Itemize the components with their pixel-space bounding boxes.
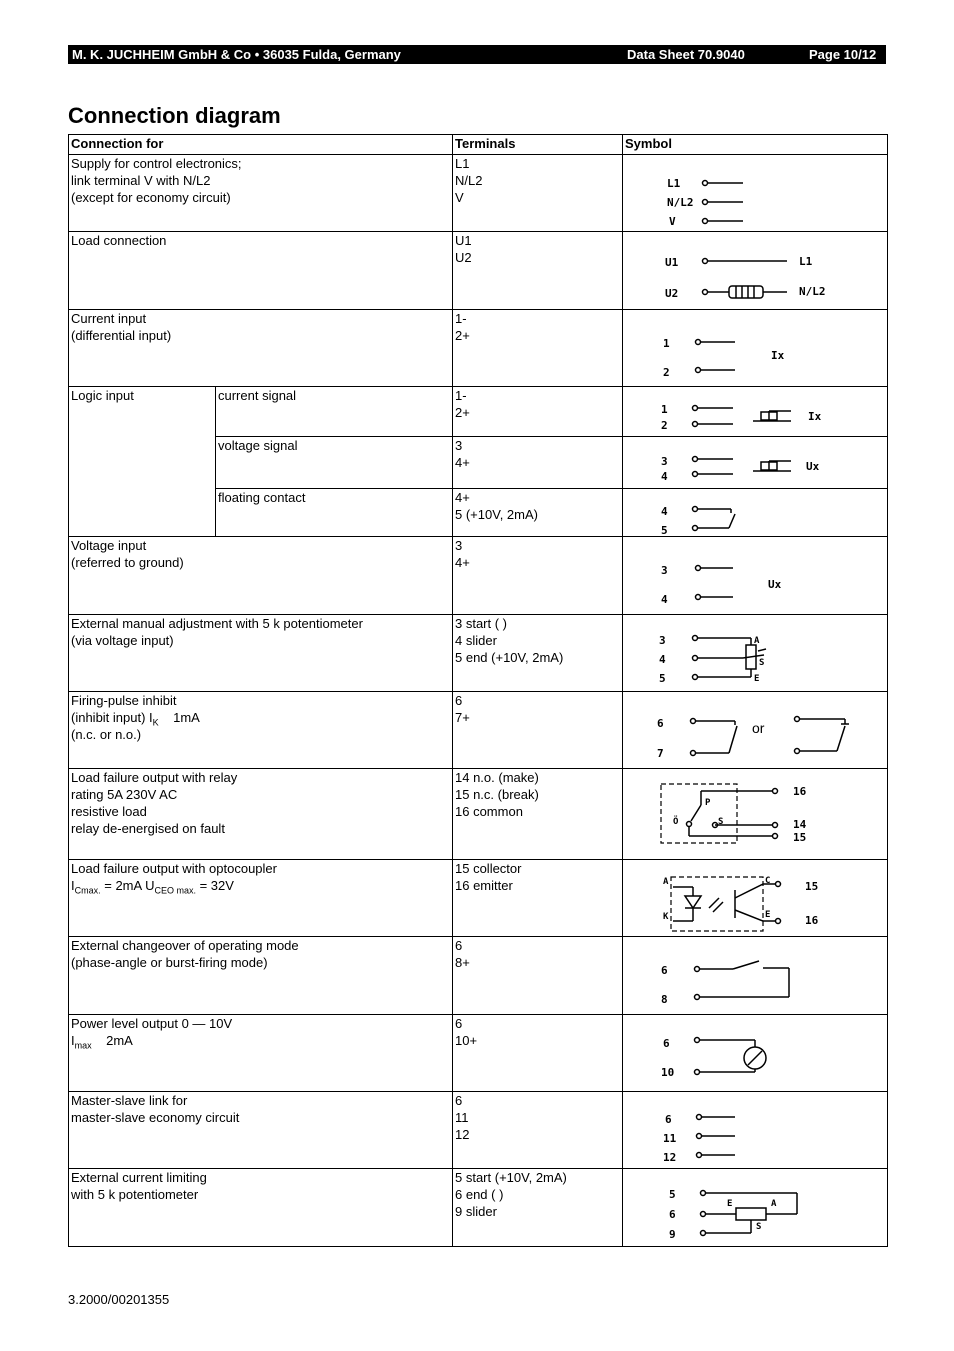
symbol-label: 1 xyxy=(663,337,670,350)
symbol-label: U2 xyxy=(665,287,679,300)
supply-terminal-symbol xyxy=(623,155,886,231)
terminals-cell xyxy=(453,769,623,860)
symbol-label: 6 xyxy=(663,1037,670,1050)
symbol-cell xyxy=(623,769,888,860)
table-header-row xyxy=(69,135,888,155)
symbol-label: S xyxy=(718,817,724,827)
table-row xyxy=(69,615,888,692)
terminals-cell xyxy=(453,155,623,232)
symbol-cell xyxy=(623,437,888,489)
cell-text: (differential input) xyxy=(71,328,172,343)
connection-table xyxy=(68,134,888,1247)
terminal-text: 4+ xyxy=(455,555,470,570)
terminals-cell xyxy=(453,860,623,937)
header-bar xyxy=(68,45,886,64)
connection-cell xyxy=(69,537,453,615)
symbol-cell xyxy=(623,537,888,615)
connection-label-cell xyxy=(69,437,216,489)
table-row xyxy=(69,769,888,860)
header-page: Page 10/12 xyxy=(809,47,877,62)
symbol-label: 2 xyxy=(661,419,668,432)
symbol-label: 3 xyxy=(661,455,668,468)
cell-text: External changeover of operating mode xyxy=(71,938,299,953)
terminals-cell xyxy=(453,692,623,769)
symbol-cell xyxy=(623,155,888,232)
connection-cell xyxy=(69,692,453,769)
connection-cell xyxy=(69,310,453,387)
cell-text: floating contact xyxy=(218,490,306,505)
cell-text: Load connection xyxy=(71,233,167,248)
terminals-cell xyxy=(453,615,623,692)
terminal-text: 12 xyxy=(455,1127,470,1142)
master-slave-symbol xyxy=(623,1092,886,1168)
cell-text: (via voltage input) xyxy=(71,633,174,648)
terminals-cell xyxy=(453,437,623,489)
table-row xyxy=(69,1015,888,1092)
symbol-cell xyxy=(623,232,888,310)
terminal-text: 6 xyxy=(455,1016,463,1031)
terminal-text: 11 xyxy=(455,1110,469,1125)
cell-text: voltage signal xyxy=(218,438,298,453)
connection-sub-cell xyxy=(216,437,453,489)
terminal-text: L1 xyxy=(455,156,470,171)
symbol-label: 2 xyxy=(663,366,670,379)
connection-cell xyxy=(69,232,453,310)
potentiometer-adjust-symbol xyxy=(623,615,886,691)
symbol-label: E xyxy=(754,674,760,684)
table-row xyxy=(69,387,888,437)
symbol-label: N/L2 xyxy=(799,285,826,298)
symbol-cell xyxy=(623,1092,888,1169)
symbol-label: S xyxy=(756,1222,762,1232)
cell-text xyxy=(71,1032,450,1049)
symbol-label: 10 xyxy=(661,1066,675,1079)
table-row xyxy=(69,860,888,937)
terminal-text: 3 xyxy=(455,538,463,553)
terminal-text: U2 xyxy=(455,250,472,265)
symbol-cell xyxy=(623,1169,888,1247)
cell-text: Master-slave link for xyxy=(71,1093,188,1108)
table-row xyxy=(69,537,888,615)
symbol-label: V xyxy=(669,215,676,228)
cell-text: (n.c. or n.o.) xyxy=(71,727,142,742)
symbol-label: 3 xyxy=(659,634,666,647)
terminal-text: 3 xyxy=(455,438,463,453)
symbol-label: P xyxy=(705,798,711,808)
terminal-text: 9 slider xyxy=(455,1204,497,1219)
terminal-text: 1- xyxy=(455,388,467,403)
terminal-text: 1- xyxy=(455,311,467,326)
symbol-label: 4 xyxy=(661,505,668,518)
symbol-label: 9 xyxy=(669,1228,676,1241)
symbol-label: 6 xyxy=(661,964,668,977)
cell-text: Voltage input xyxy=(71,538,147,553)
terminal-text: 4+ xyxy=(455,490,470,505)
terminals-cell xyxy=(453,1015,623,1092)
terminal-text: U1 xyxy=(455,233,472,248)
symbol-label: 5 xyxy=(659,672,666,685)
symbol-label: C xyxy=(765,876,771,886)
cell-text: (referred to ground) xyxy=(71,555,184,570)
cell-text: Supply for control electronics; xyxy=(71,156,242,171)
symbol-label: Ix xyxy=(808,410,822,423)
cell-text: External manual adjustment with 5 k potentiometer xyxy=(71,616,363,631)
symbol-label: L1 xyxy=(667,177,681,190)
header-company: M. K. JUCHHEIM GmbH & Co • 36035 Fulda, Germany xyxy=(72,47,401,62)
symbol-label: 4 xyxy=(661,470,668,483)
table-row xyxy=(69,232,888,310)
imax-sub: max xyxy=(74,1040,92,1051)
terminal-text: 2+ xyxy=(455,328,470,343)
cell-text: Power level output 0 — 10V xyxy=(71,1016,233,1031)
terminal-text: 6 xyxy=(455,1093,463,1108)
connection-cell xyxy=(69,769,453,860)
terminal-text: 4 slider xyxy=(455,633,497,648)
voltage-input-symbol xyxy=(623,537,886,614)
symbol-label: 3 xyxy=(661,564,668,577)
table-row xyxy=(69,1092,888,1169)
table-row xyxy=(69,489,888,537)
symbol-label: 16 xyxy=(793,785,807,798)
symbol-cell xyxy=(623,387,888,437)
terminals-cell xyxy=(453,310,623,387)
terminals-cell xyxy=(453,489,623,537)
terminal-text: 16 emitter xyxy=(455,878,513,893)
current-input-symbol xyxy=(623,310,886,386)
symbol-label: 15 xyxy=(793,831,807,844)
current-limit-symbol xyxy=(623,1169,886,1246)
table-row xyxy=(69,310,888,387)
symbol-label: A xyxy=(771,1199,777,1209)
logic-voltage-symbol xyxy=(623,437,886,488)
optocoupler-symbol xyxy=(623,860,886,936)
symbol-label: S xyxy=(759,658,765,668)
inhibit-sub: K xyxy=(152,717,159,728)
cell-text xyxy=(71,877,450,894)
symbol-label: 11 xyxy=(663,1132,677,1145)
cell-text: Firing-pulse inhibit xyxy=(71,693,177,708)
connection-sub-cell xyxy=(216,489,453,537)
table-row xyxy=(69,1169,888,1247)
terminal-text: 6 end ( ) xyxy=(455,1187,504,1202)
symbol-label: 5 xyxy=(661,524,668,536)
or-label: or xyxy=(752,720,765,736)
terminal-text: 6 xyxy=(455,938,463,953)
symbol-label: 4 xyxy=(659,653,666,666)
col-header-connection: Connection for xyxy=(69,135,453,155)
pulse-inhibit-symbol xyxy=(623,692,886,768)
terminal-text: 5 start (+10V, 2mA) xyxy=(455,1170,567,1185)
table-row xyxy=(69,937,888,1015)
terminals-cell xyxy=(453,232,623,310)
cell-text: External current limiting xyxy=(71,1170,207,1185)
cell-text: link terminal V with N/L2 xyxy=(71,173,211,188)
terminals-cell xyxy=(453,537,623,615)
symbol-label: E xyxy=(727,1199,733,1209)
symbol-label: 6 xyxy=(669,1208,676,1221)
table-row xyxy=(69,437,888,489)
connection-cell xyxy=(69,155,453,232)
symbol-cell xyxy=(623,692,888,769)
symbol-label: L1 xyxy=(799,255,813,268)
terminal-text: 5 (+10V, 2mA) xyxy=(455,507,538,522)
symbol-label: 8 xyxy=(661,993,668,1006)
symbol-cell xyxy=(623,1015,888,1092)
floating-contact-symbol xyxy=(623,489,886,536)
terminal-text: 16 common xyxy=(455,804,523,819)
table-row xyxy=(69,155,888,232)
symbol-cell xyxy=(623,937,888,1015)
symbol-cell xyxy=(623,310,888,387)
terminals-cell xyxy=(453,1169,623,1247)
connection-cell xyxy=(69,1015,453,1092)
cell-text: rating 5A 230V AC xyxy=(71,787,178,802)
symbol-label: 1 xyxy=(661,403,668,416)
symbol-cell xyxy=(623,489,888,537)
connection-cell xyxy=(69,937,453,1015)
connection-cell xyxy=(69,1092,453,1169)
connection-cell xyxy=(69,1169,453,1247)
terminal-text: 14 n.o. (make) xyxy=(455,770,539,785)
symbol-label: A xyxy=(663,877,669,887)
symbol-label: 16 xyxy=(805,914,819,927)
imax-value: 2mA xyxy=(91,1033,133,1048)
terminals-cell xyxy=(453,937,623,1015)
symbol-cell xyxy=(623,615,888,692)
cell-text: Load failure output with optocoupler xyxy=(71,861,277,876)
page-title: Connection diagram xyxy=(68,103,281,128)
connection-cell xyxy=(69,860,453,937)
relay-output-symbol xyxy=(623,769,886,859)
symbol-label: K xyxy=(663,912,669,922)
cell-text: relay de-energised on fault xyxy=(71,821,225,836)
cell-text xyxy=(71,709,450,726)
connection-label-cell xyxy=(69,489,216,537)
connection-sub-cell xyxy=(216,387,453,437)
opto-i: I xyxy=(71,878,75,893)
cell-text: Load failure output with relay xyxy=(71,770,238,785)
terminals-cell xyxy=(453,1092,623,1169)
terminal-text: N/L2 xyxy=(455,173,483,188)
opto-i-sub: Cmax. xyxy=(74,885,101,896)
col-header-terminals: Terminals xyxy=(453,135,623,155)
symbol-label: 6 xyxy=(657,717,664,730)
symbol-label: 7 xyxy=(657,747,664,760)
terminal-text: 3 start ( ) xyxy=(455,616,508,631)
inhibit-value: 1mA xyxy=(158,710,200,725)
load-connection-symbol xyxy=(623,232,886,309)
terminal-text: 5 end (+10V, 2mA) xyxy=(455,650,564,665)
terminal-text: 15 n.c. (break) xyxy=(455,787,539,802)
inhibit-label: (inhibit input) I xyxy=(71,710,153,725)
footer-doc-number: 3.2000/00201355 xyxy=(68,1292,170,1307)
symbol-label: Ö xyxy=(673,817,679,827)
mode-changeover-symbol xyxy=(623,937,886,1014)
symbol-label: 14 xyxy=(793,818,807,831)
col-header-symbol: Symbol xyxy=(623,135,888,155)
symbol-label: 5 xyxy=(669,1188,676,1201)
terminals-cell xyxy=(453,387,623,437)
cell-text: resistive load xyxy=(71,804,147,819)
cell-text: Logic input xyxy=(71,388,134,403)
symbol-label: 12 xyxy=(663,1151,677,1164)
symbol-label: Ix xyxy=(771,349,785,362)
imax-label: I xyxy=(71,1033,75,1048)
symbol-label: A xyxy=(754,636,760,646)
symbol-label: Ux xyxy=(768,578,782,591)
power-output-symbol xyxy=(623,1015,886,1091)
cell-text: with 5 k potentiometer xyxy=(71,1187,199,1202)
symbol-cell xyxy=(623,860,888,937)
connection-cell xyxy=(69,615,453,692)
table-row xyxy=(69,692,888,769)
terminal-text: 6 xyxy=(455,693,463,708)
terminal-text: 8+ xyxy=(455,955,470,970)
symbol-label: E xyxy=(765,910,771,920)
terminal-text: 15 collector xyxy=(455,861,522,876)
header-datasheet: Data Sheet 70.9040 xyxy=(627,47,745,62)
terminal-text: 2+ xyxy=(455,405,470,420)
symbol-label: 6 xyxy=(665,1113,672,1126)
symbol-label: 4 xyxy=(661,593,668,606)
cell-text: current signal xyxy=(218,388,297,403)
symbol-label: N/L2 xyxy=(667,196,694,209)
connection-label-cell xyxy=(69,387,216,437)
symbol-label: Ux xyxy=(806,460,820,473)
opto-mid: = 2mA U xyxy=(100,878,155,893)
cell-text: (phase-angle or burst-firing mode) xyxy=(71,955,268,970)
cell-text: (except for economy circuit) xyxy=(71,190,231,205)
terminal-text: 10+ xyxy=(455,1033,478,1048)
terminal-text: V xyxy=(455,190,464,205)
symbol-label: U1 xyxy=(665,256,679,269)
logic-current-symbol xyxy=(623,387,886,436)
terminal-text: 4+ xyxy=(455,455,470,470)
terminal-text: 7+ xyxy=(455,710,470,725)
symbol-label: 15 xyxy=(805,880,819,893)
opto-end: = 32V xyxy=(195,878,234,893)
cell-text: master-slave economy circuit xyxy=(71,1110,240,1125)
cell-text: Current input xyxy=(71,311,147,326)
opto-u-sub: CEO max. xyxy=(154,885,196,896)
